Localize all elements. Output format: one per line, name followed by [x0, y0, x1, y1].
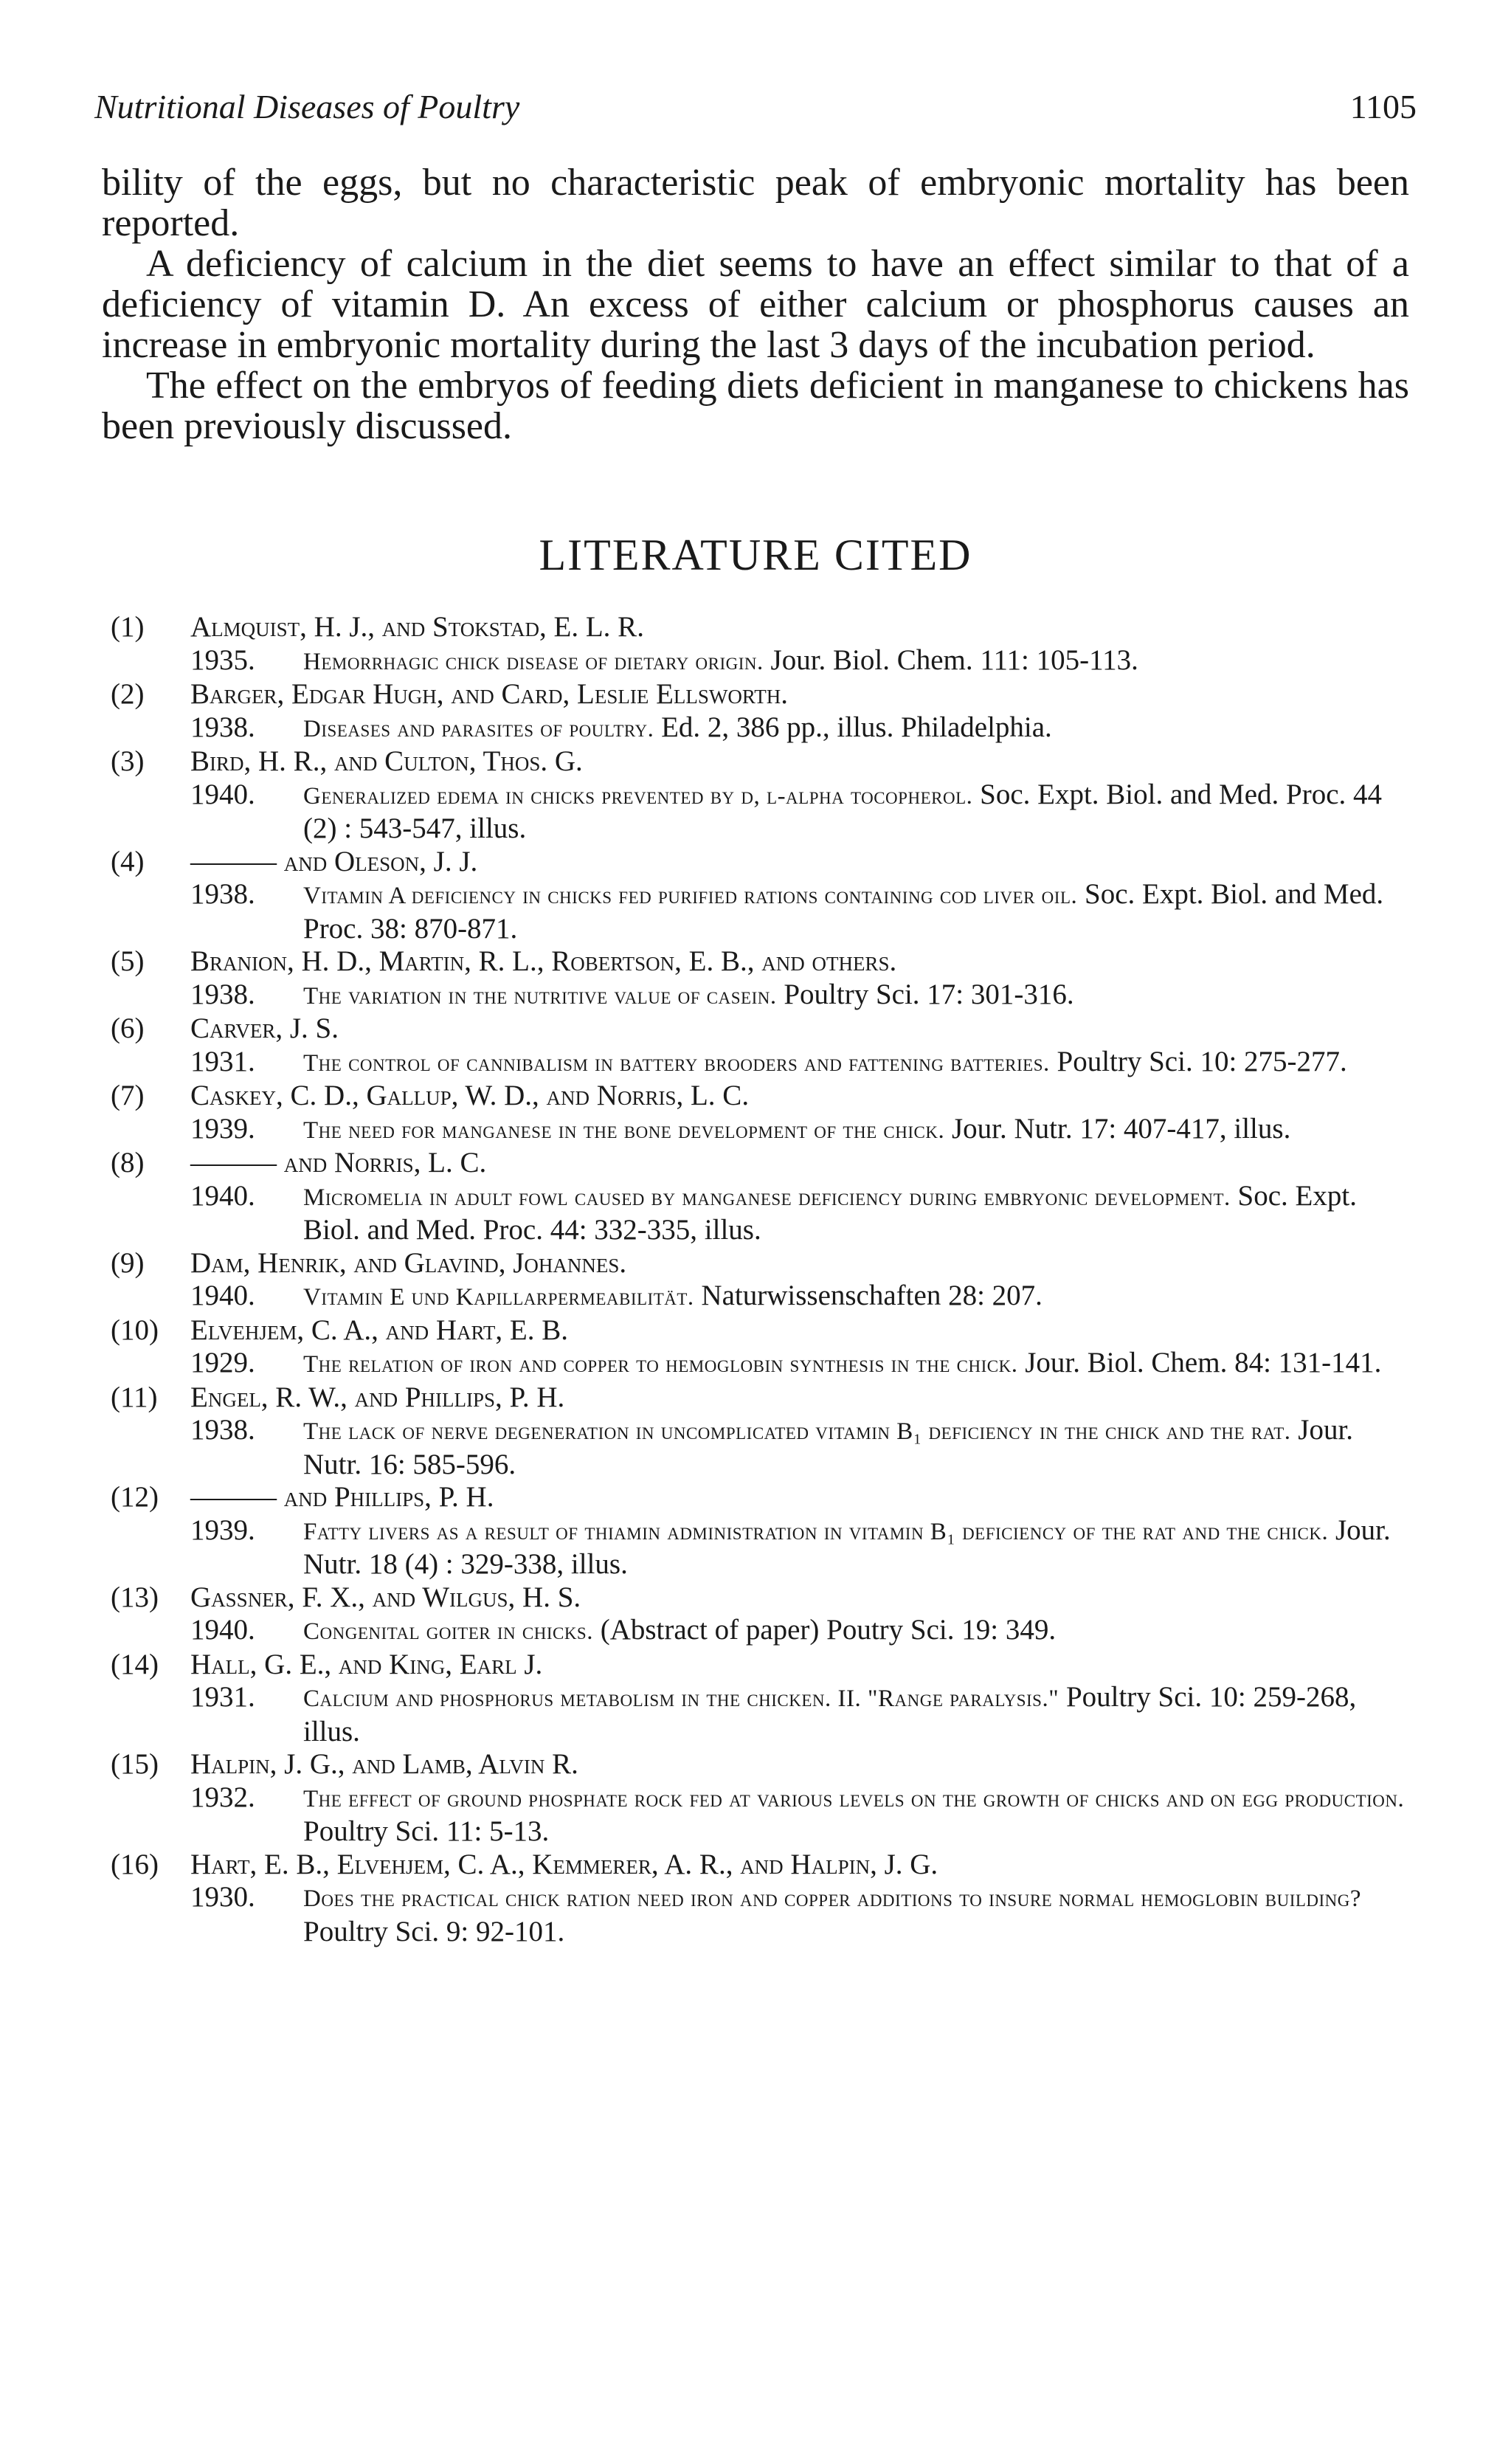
reference-authors: Bird, H. R., and Culton, Thos. G. [190, 745, 583, 777]
reference-detail [190, 1113, 1411, 1148]
reference-title: The relation of iron and copper to hemoglobin synthesis in the chick. [303, 1351, 1018, 1378]
reference-detail [190, 1514, 1411, 1581]
reference-source: Jour. Nutr. 18 (4) : 329-338, illus. [303, 1514, 1391, 1580]
reference-year: 1940. [190, 1179, 255, 1212]
reference-title: Does the practical chick ration need iron and copper additions to insure normal hemoglobin building? [303, 1885, 1362, 1912]
body-text [102, 162, 1409, 446]
reference-entry [111, 945, 1411, 1012]
reference-year: 1940. [190, 1614, 255, 1646]
reference-authors: ——— and Phillips, P. H. [190, 1481, 494, 1513]
reference-number: (9) [111, 1246, 145, 1279]
reference-year: 1938. [190, 711, 255, 743]
reference-year: 1932. [190, 1781, 255, 1813]
reference-source: Jour. Biol. Chem. 84: 131-141. [1025, 1347, 1382, 1378]
reference-source: Poultry Sci. 17: 301-316. [784, 978, 1074, 1010]
reference-authors: Hall, G. E., and King, Earl J. [190, 1648, 543, 1680]
reference-source: Poultry Sci. 9: 92-101. [303, 1915, 565, 1947]
reference-authors: Engel, R. W., and Phillips, P. H. [190, 1381, 565, 1413]
reference-detail [190, 1681, 1411, 1748]
reference-number: (2) [111, 678, 145, 710]
reference-entry [111, 1649, 1411, 1749]
body-paragraph: bility of the eggs, but no characteristic peak of embryonic mortality has been reported. [102, 162, 1409, 244]
reference-number: (15) [111, 1748, 159, 1780]
reference-authors: Elvehjem, C. A., and Hart, E. B. [190, 1314, 568, 1346]
reference-entry [111, 1247, 1411, 1314]
reference-entry [111, 1314, 1411, 1381]
reference-year: 1935. [190, 643, 255, 676]
reference-entry [111, 745, 1411, 846]
reference-year: 1931. [190, 1045, 255, 1077]
reference-authors: Almquist, H. J., and Stokstad, E. L. R. [190, 611, 644, 643]
reference-title: Micromelia in adult fowl caused by manganese deficiency during embryonic development. [303, 1184, 1231, 1211]
reference-authors: Dam, Henrik, and Glavind, Johannes. [190, 1246, 627, 1279]
reference-title: Calcium and phosphorus metabolism in the chicken. II. "Range paralysis." [303, 1685, 1059, 1712]
reference-source: Soc. Expt. Biol. and Med. Proc. 38: 870-871. [303, 878, 1384, 945]
reference-year: 1940. [190, 1280, 255, 1311]
reference-detail [190, 1414, 1411, 1481]
reference-entry [111, 611, 1411, 678]
section-heading: LITERATURE CITED [539, 531, 972, 579]
reference-entry [111, 1849, 1411, 1949]
reference-year: 1940. [190, 778, 255, 810]
reference-entry [111, 1748, 1411, 1849]
reference-title: Fatty livers as a result of thiamin administration in vitamin B₁ deficiency of the rat and the chick. [303, 1518, 1329, 1545]
reference-authors: Caskey, C. D., Gallup, W. D., and Norris, L. C. [190, 1080, 750, 1111]
reference-number: (1) [111, 611, 145, 643]
reference-detail [190, 1881, 1411, 1948]
reference-title: The variation in the nutritive value of casein. [303, 982, 777, 1010]
reference-source: Naturwissenschaften 28: 207. [701, 1280, 1043, 1311]
reference-authors: Hart, E. B., Elvehjem, C. A., Kemmerer, A. R., and Halpin, J. G. [190, 1848, 938, 1880]
reference-title: Vitamin A deficiency in chicks fed purified rations containing cod liver oil. [303, 883, 1078, 909]
reference-entry [111, 1581, 1411, 1649]
reference-year: 1930. [190, 1881, 255, 1913]
reference-number: (3) [111, 745, 145, 777]
reference-title: Generalized edema in chicks prevented by d, l-alpha tocopherol. [303, 782, 973, 810]
reference-title: The control of cannibalism in battery brooders and fattening batteries. [303, 1049, 1050, 1077]
reference-entry [111, 1381, 1411, 1482]
reference-year: 1938. [190, 978, 255, 1010]
reference-source: Jour. Nutr. 17: 407-417, illus. [951, 1112, 1291, 1145]
reference-detail [190, 644, 1411, 679]
reference-source: Poultry Sci. 10: 275-277. [1057, 1045, 1347, 1077]
reference-year: 1931. [190, 1681, 255, 1713]
reference-entry [111, 1481, 1411, 1581]
reference-source: (Abstract of paper) Poutry Sci. 19: 349. [600, 1614, 1057, 1646]
reference-detail [190, 1347, 1411, 1381]
reference-number: (6) [111, 1012, 145, 1044]
reference-number: (4) [111, 845, 145, 877]
reference-number: (14) [111, 1648, 159, 1680]
page-number: 1105 [1349, 88, 1417, 125]
reference-number: (8) [111, 1147, 145, 1178]
reference-number: (16) [111, 1848, 159, 1880]
running-head-title: Nutritional Diseases of Poultry [94, 88, 520, 125]
reference-source: Ed. 2, 386 pp., illus. Philadelphia. [661, 711, 1052, 743]
reference-title: The effect of ground phosphate rock fed at various levels on the growth of chicks and on egg production. [303, 1785, 1405, 1812]
reference-source: Soc. Expt. Biol. and Med. Proc. 44 (2) : 543-547, illus. [303, 778, 1383, 844]
reference-year: 1938. [190, 1414, 255, 1446]
reference-year: 1939. [190, 1514, 255, 1546]
reference-detail [190, 1781, 1411, 1849]
reference-entry [111, 1012, 1411, 1080]
reference-authors: ——— and Oleson, J. J. [190, 845, 478, 877]
reference-detail [190, 1046, 1411, 1080]
reference-year: 1938. [190, 878, 255, 910]
reference-number: (7) [111, 1080, 145, 1111]
reference-source: Poultry Sci. 10: 259-268, illus. [303, 1681, 1357, 1747]
running-head [94, 87, 1417, 131]
reference-number: (11) [111, 1381, 158, 1413]
reference-authors: Barger, Edgar Hugh, and Card, Leslie Ellsworth. [190, 678, 789, 710]
reference-title: Vitamin E und Kapillarpermeabilität. [303, 1284, 694, 1311]
reference-detail [190, 1280, 1411, 1314]
body-paragraph: The effect on the embryos of feeding diets deficient in manganese to chickens has been previously discussed. [102, 365, 1409, 447]
reference-authors: Carver, J. S. [190, 1012, 339, 1044]
reference-authors: Halpin, J. G., and Lamb, Alvin R. [190, 1748, 578, 1780]
reference-authors: ——— and Norris, L. C. [190, 1147, 487, 1178]
reference-number: (12) [111, 1481, 159, 1513]
reference-detail [190, 711, 1411, 746]
reference-source: Jour. Nutr. 16: 585-596. [303, 1414, 1354, 1480]
reference-detail [190, 779, 1411, 846]
reference-title: The lack of nerve degeneration in uncomplicated vitamin B₁ deficiency in the chick and the rat. [303, 1418, 1291, 1445]
reference-title: Hemorrhagic chick disease of dietary origin. [303, 648, 764, 675]
reference-title: Diseases and parasites of poultry. [303, 715, 654, 742]
reference-source: Soc. Expt. Biol. and Med. Proc. 44: 332-335, illus. [303, 1179, 1357, 1246]
reference-year: 1939. [190, 1112, 255, 1145]
reference-authors: Gassner, F. X., and Wilgus, H. S. [190, 1581, 581, 1613]
reference-title: The need for manganese in the bone development of the chick. [303, 1117, 945, 1144]
reference-number: (5) [111, 945, 145, 977]
reference-entry [111, 678, 1411, 745]
reference-source: Poultry Sci. 11: 5-13. [303, 1815, 550, 1847]
reference-authors: Branion, H. D., Martin, R. L., Robertson, E. B., and others. [190, 945, 897, 977]
reference-detail [190, 878, 1411, 945]
reference-entry [111, 1080, 1411, 1147]
reference-number: (13) [111, 1581, 159, 1613]
reference-number: (10) [111, 1314, 159, 1346]
reference-detail [190, 1180, 1411, 1247]
reference-list [111, 611, 1411, 1948]
reference-source: Jour. Biol. Chem. 111: 105-113. [770, 643, 1138, 676]
body-paragraph: A deficiency of calcium in the diet seems to have an effect similar to that of a deficiency of vitamin D. An excess of either calcium or phosphorus causes an increase in embryonic mortality during the last 3 days of the incubation period. [102, 243, 1409, 366]
reference-detail [190, 979, 1411, 1013]
reference-entry [111, 1147, 1411, 1247]
reference-entry [111, 846, 1411, 946]
reference-detail [190, 1614, 1411, 1649]
reference-title: Congenital goiter in chicks. [303, 1618, 593, 1645]
reference-year: 1929. [190, 1347, 255, 1378]
